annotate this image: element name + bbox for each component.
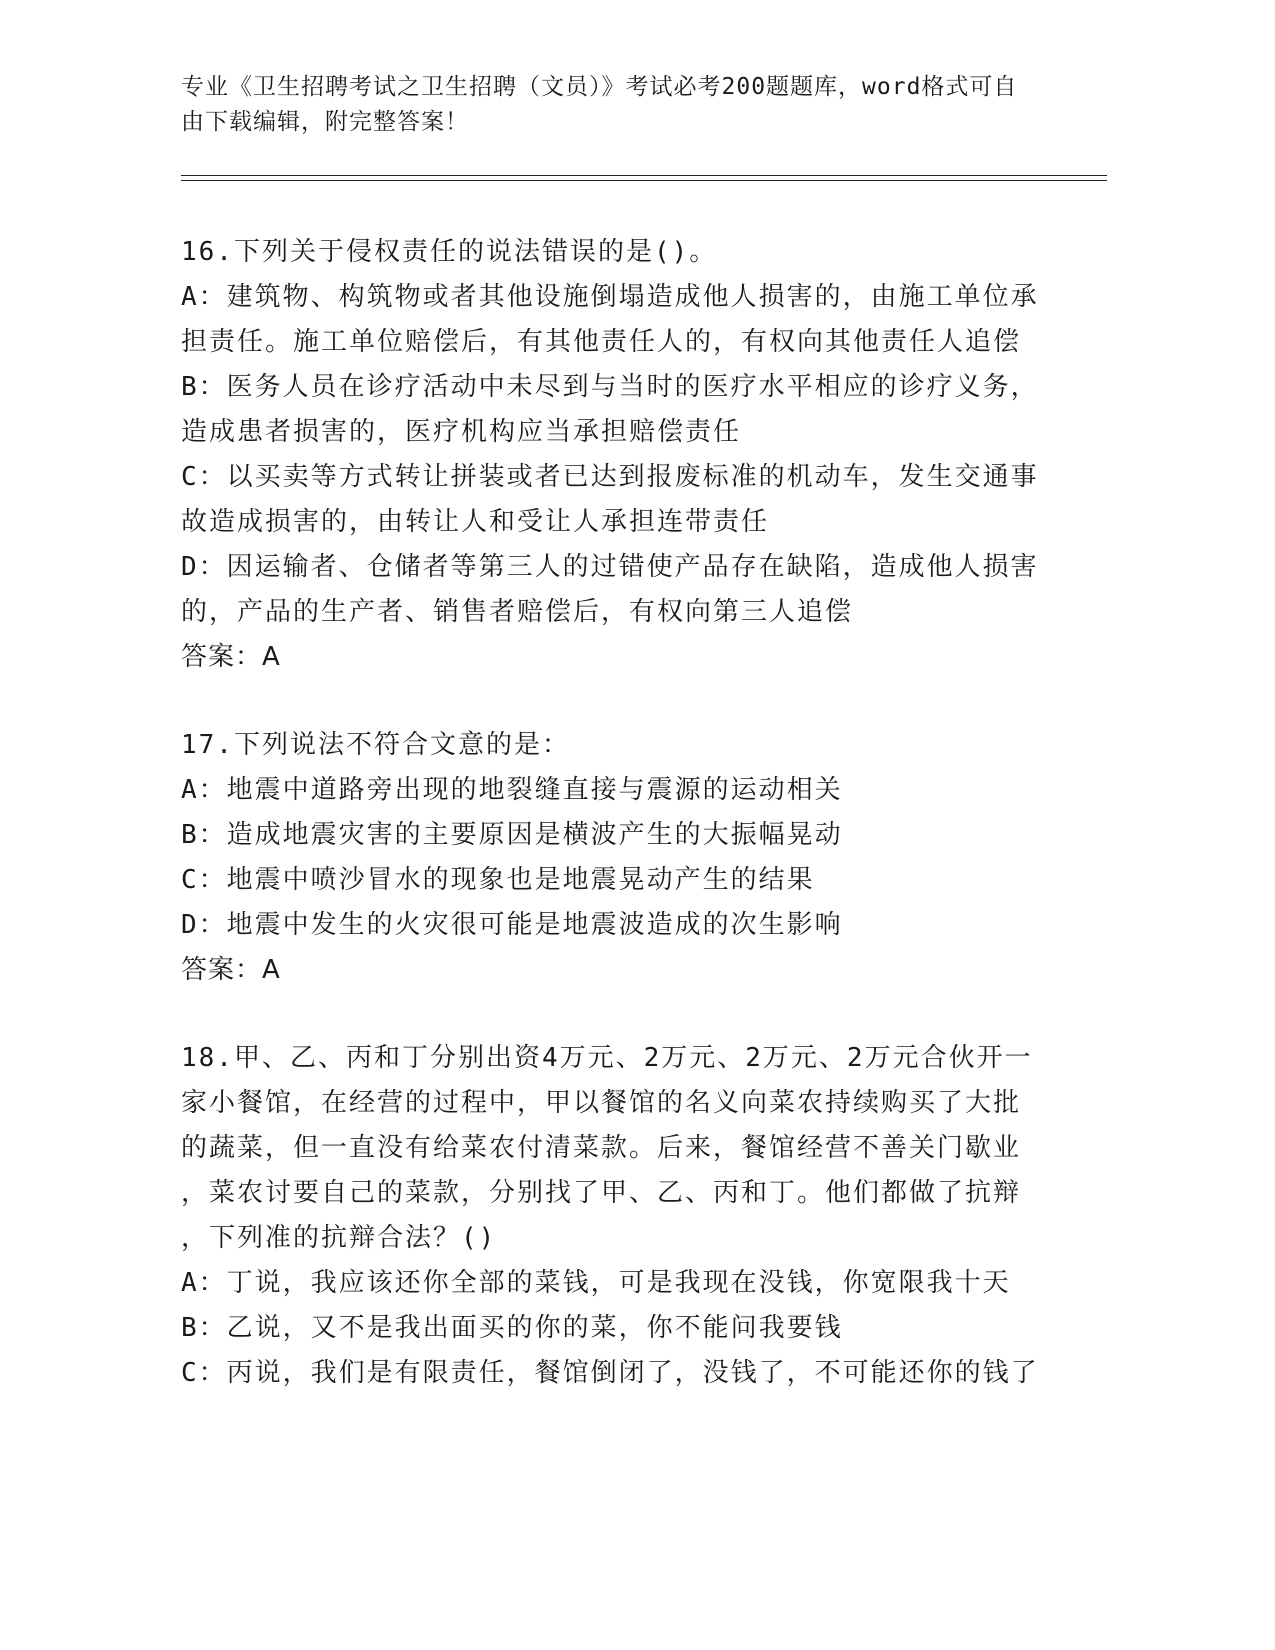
header-line-1: 专业《卫生招聘考试之卫生招聘（文员）》考试必考200题题库，word格式可自 (181, 74, 1018, 100)
question-stem-line: 的蔬菜，但一直没有给菜农付清菜款。后来，餐馆经营不善关门歇业 (181, 1133, 1022, 1163)
question-option-line: C：丙说，我们是有限责任，餐馆倒闭了，没钱了，不可能还你的钱了 (181, 1358, 1039, 1388)
question-answer: 答案：A (181, 642, 281, 672)
question-stem-line: ，菜农讨要自己的菜款，分别找了甲、乙、丙和丁。他们都做了抗辩 (181, 1178, 1022, 1208)
question-stem-line: 家小餐馆，在经营的过程中，甲以餐馆的名义向菜农持续购买了大批 (181, 1088, 1022, 1118)
question-option-line: 故造成损害的，由转让人和受让人承担连带责任 (181, 507, 770, 537)
header-divider-top (181, 175, 1107, 176)
question-stem-line: 16.下列关于侵权责任的说法错误的是()。 (181, 237, 718, 267)
question-option-line: 的，产品的生产者、销售者赔偿后，有权向第三人追偿 (181, 597, 854, 627)
question-option-line: A：建筑物、构筑物或者其他设施倒塌造成他人损害的，由施工单位承 (181, 282, 1039, 312)
question-option-line: D：地震中发生的火灾很可能是地震波造成的次生影响 (181, 910, 843, 940)
question-answer: 答案：A (181, 955, 281, 985)
document-header (181, 70, 1061, 140)
question-option-line: D：因运输者、仓储者等第三人的过错使产品存在缺陷，造成他人损害 (181, 552, 1039, 582)
question-option-line: A：地震中道路旁出现的地裂缝直接与震源的运动相关 (181, 775, 843, 805)
question-option-line: A：丁说，我应该还你全部的菜钱，可是我现在没钱，你宽限我十天 (181, 1268, 1011, 1298)
question-stem-line: 17.下列说法不符合文意的是： (181, 730, 570, 760)
question-option-line: C：地震中喷沙冒水的现象也是地震晃动产生的结果 (181, 865, 815, 895)
question-17 (181, 723, 1081, 993)
question-option-line: B：乙说，又不是我出面买的你的菜，你不能问我要钱 (181, 1313, 843, 1343)
question-list (181, 230, 1081, 1439)
question-option-line: 造成患者损害的，医疗机构应当承担赔偿责任 (181, 417, 742, 447)
question-stem-line: 18.甲、乙、丙和丁分别出资4万元、2万元、2万元、2万元合伙开一 (181, 1043, 1033, 1073)
header-line-2: 由下载编辑，附完整答案！ (181, 109, 469, 135)
question-stem-line: ，下列准的抗辩合法？() (181, 1223, 497, 1253)
question-option-line: 担责任。施工单位赔偿后，有其他责任人的，有权向其他责任人追偿 (181, 327, 1022, 357)
question-option-line: C：以买卖等方式转让拼装或者已达到报废标准的机动车，发生交通事 (181, 462, 1039, 492)
question-16 (181, 230, 1081, 680)
question-option-line: B：造成地震灾害的主要原因是横波产生的大振幅晃动 (181, 820, 843, 850)
header-divider-bottom (181, 180, 1107, 181)
question-18 (181, 1036, 1081, 1396)
question-option-line: B：医务人员在诊疗活动中未尽到与当时的医疗水平相应的诊疗义务， (181, 372, 1039, 402)
